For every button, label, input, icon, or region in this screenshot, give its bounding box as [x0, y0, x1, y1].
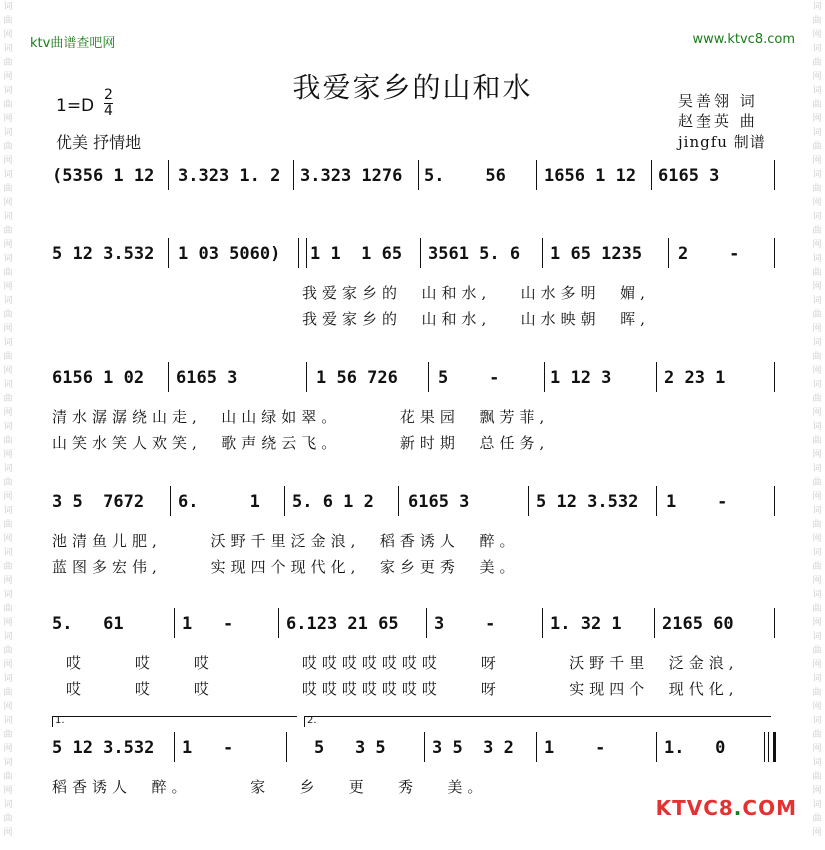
bar-line: [774, 160, 775, 190]
bar-line: [774, 362, 775, 392]
bar-line: [286, 732, 287, 762]
logo-tail: COM: [742, 796, 797, 820]
bar-line: [298, 238, 299, 268]
bar-line: [544, 362, 545, 392]
measure-notes: 2 -: [678, 244, 740, 264]
bar-line: [656, 732, 657, 762]
lyric-line: 山笑水笑人欢笑, 歌声绕云飞。 新时期 总任务,: [52, 434, 550, 452]
bar-line: [420, 238, 421, 268]
bar-line: [168, 238, 169, 268]
side-watermark-right: 词曲网词曲网词曲网词曲网词曲网词曲网词曲网词曲网词曲网词曲网词曲网词曲网词曲网词曲网词曲网词曲网词曲网词曲网词曲网词曲网: [812, 2, 822, 838]
measure-notes: 1 65 1235: [550, 244, 643, 264]
volta-label: 2.: [307, 715, 317, 726]
bar-line: [398, 486, 399, 516]
logo-dot: .: [733, 796, 743, 820]
tempo-mood: 优美 抒情地: [56, 133, 142, 152]
measure-notes: 1 -: [544, 738, 606, 758]
measure-notes: 3 -: [434, 614, 496, 634]
bar-line: [528, 486, 529, 516]
volta-label: 1.: [55, 715, 65, 726]
logo-main: KTVC8: [655, 796, 734, 820]
side-watermark-left: 词曲网词曲网词曲网词曲网词曲网词曲网词曲网词曲网词曲网词曲网词曲网词曲网词曲网词曲网词曲网词曲网词曲网词曲网词曲网词曲网: [3, 2, 13, 838]
key-signature: 1=D: [56, 96, 95, 116]
measure-notes: 1. 32 1: [550, 614, 622, 634]
bar-line: [418, 160, 419, 190]
lyric-line: 我爱家乡的 山和水, 山水映朝 晖,: [302, 310, 650, 328]
measure-notes: 5 -: [438, 368, 500, 388]
measure-notes: 3 5 3 2: [432, 738, 514, 758]
bar-line: [174, 732, 175, 762]
bar-line: [536, 732, 537, 762]
volta-bracket: [52, 716, 297, 727]
bar-line: [284, 486, 285, 516]
bar-line: [764, 732, 765, 762]
lyric-line: 哎 哎 哎 哎哎哎哎哎哎哎 呀 沃野千里 泛金浪,: [66, 654, 739, 672]
measure-notes: (5356 1 12: [52, 166, 155, 186]
bar-line: [651, 160, 652, 190]
bar-line: [774, 486, 775, 516]
measure-notes: 6156 1 02: [52, 368, 145, 388]
final-double-bar: [768, 732, 776, 762]
bar-line: [774, 608, 775, 638]
meter-bottom: 4: [104, 103, 113, 119]
bar-line: [306, 238, 307, 268]
lyric-line: 哎 哎 哎 哎哎哎哎哎哎哎 呀 实现四个 现代化,: [66, 680, 739, 698]
notation-line: [48, 360, 782, 400]
bar-line: [668, 238, 669, 268]
bar-line: [774, 238, 775, 268]
measure-notes: 6165 3: [176, 368, 238, 388]
bar-line: [168, 362, 169, 392]
bar-line: [654, 608, 655, 638]
bar-line: [428, 362, 429, 392]
measure-notes: 2 23 1: [664, 368, 726, 388]
measure-notes: 1 -: [666, 492, 728, 512]
measure-notes: 5 12 3.532: [52, 738, 155, 758]
time-signature: [104, 88, 113, 119]
bar-line: [542, 238, 543, 268]
arranger-credit: jingfu 制谱: [678, 133, 766, 151]
measure-notes: 1 1 1 65: [310, 244, 403, 264]
bar-line: [542, 608, 543, 638]
lyricist-credit: 吴善翎 词: [678, 92, 758, 110]
measure-notes: 1 56 726: [316, 368, 398, 388]
measure-notes: 5. 61: [52, 614, 124, 634]
measure-notes: 1 -: [182, 738, 234, 758]
measure-notes: 2165 60: [662, 614, 734, 634]
bar-line: [306, 362, 307, 392]
bar-line: [168, 160, 169, 190]
measure-notes: 1 -: [182, 614, 234, 634]
bar-line: [536, 160, 537, 190]
bar-line: [170, 486, 171, 516]
notation-line: [48, 236, 782, 276]
measure-notes: 5. 56: [424, 166, 506, 186]
notation-line: [48, 715, 782, 770]
measure-notes: 3.323 1. 2: [178, 166, 281, 186]
volta-bracket: [304, 716, 771, 727]
composer-credit: 赵奎英 曲: [678, 112, 758, 130]
bar-line: [426, 608, 427, 638]
measure-notes: 1 12 3: [550, 368, 612, 388]
song-title: 我爱家乡的山和水: [292, 71, 533, 104]
measure-notes: 5 12 3.532: [536, 492, 639, 512]
site-name-left[interactable]: ktv曲谱查吧网: [30, 36, 116, 51]
measure-notes: 3561 5. 6: [428, 244, 521, 264]
bar-line: [424, 732, 425, 762]
bar-line: [174, 608, 175, 638]
site-url-right[interactable]: www.ktvc8.com: [692, 32, 795, 47]
site-logo[interactable]: [656, 796, 797, 820]
measure-notes: 6165 3: [408, 492, 470, 512]
measure-notes: 6.123 21 65: [286, 614, 399, 634]
measure-notes: 3 5 7672: [52, 492, 145, 512]
measure-notes: 6165 3: [658, 166, 720, 186]
bar-line: [656, 486, 657, 516]
measure-notes: 5 3 5: [314, 738, 386, 758]
bar-line: [656, 362, 657, 392]
measure-notes: 1656 1 12: [544, 166, 637, 186]
measure-notes: 1. 0: [664, 738, 726, 758]
bar-line: [293, 160, 294, 190]
notation-line: [48, 484, 782, 524]
bar-line: [278, 608, 279, 638]
measure-notes: 1 03 5060): [178, 244, 281, 264]
measure-notes: 3.323 1276: [300, 166, 403, 186]
lyric-line: 清水潺潺绕山走, 山山绿如翠。 花果园 飘芳菲,: [52, 408, 550, 426]
lyric-line: 稻香诱人 醉。 家 乡 更 秀 美。: [52, 778, 488, 796]
meter-top: 2: [104, 87, 113, 103]
notation-line: [48, 158, 782, 198]
lyric-line: 蓝图多宏伟, 实现四个现代化, 家乡更秀 美。: [52, 558, 520, 576]
lyric-line: 池清鱼儿肥, 沃野千里泛金浪, 稻香诱人 醉。: [52, 532, 520, 550]
notation-line: [48, 606, 782, 646]
measure-notes: 6. 1: [178, 492, 260, 512]
measure-notes: 5. 6 1 2: [292, 492, 374, 512]
measure-notes: 5 12 3.532: [52, 244, 155, 264]
lyric-line: 我爱家乡的 山和水, 山水多明 媚,: [302, 284, 650, 302]
